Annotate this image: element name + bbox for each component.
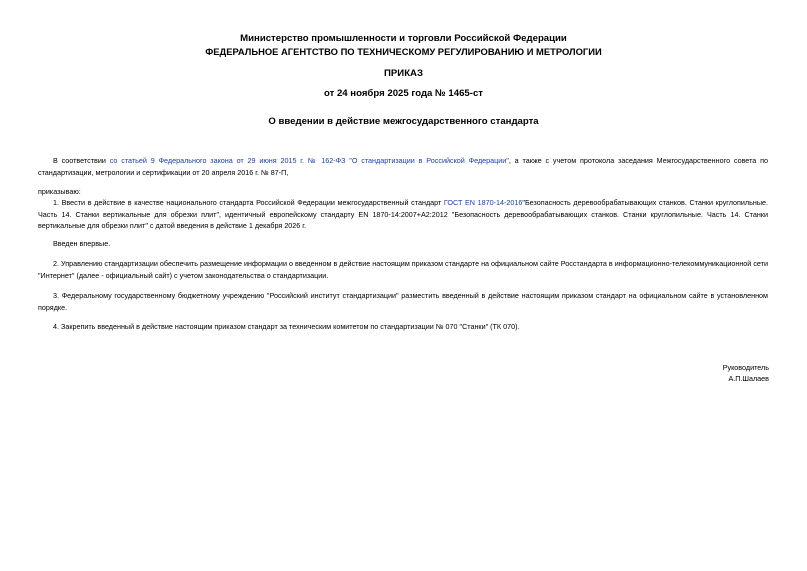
document-type: ПРИКАЗ (384, 68, 423, 79)
item-1-prefix: 1. Ввести в действие в качестве национального стандарта Российской Федерации межгосударственный стандарт (53, 198, 444, 207)
introduced-first-time: Введен впервые. (53, 239, 111, 248)
gost-standard-link[interactable]: ГОСТ EN 1870-14-2016 (443, 198, 523, 207)
item-4-paragraph: 4. Закрепить введенный в действие настоящим приказом стандарт за техническим комитетом по стандартизации № 070 "Станки" (ТК 070). (53, 322, 520, 331)
item-3-paragraph: 3. Федеральному государственному бюджетному учреждению "Российский институт стандартизации" разместить введенный в действие настоящим приказом стандарт на официальном сайте в установленном порядке. (38, 291, 768, 312)
ministry-title: Министерство промышленности и торговли Российской Федерации (240, 33, 567, 44)
item-2-paragraph: 2. Управлению стандартизации обеспечить размещение информации о введенном в действие настоящим приказом стандарте на официальном сайте Росстандарта в информационно-телекоммуникационной сети "Интернет" (далее - официальный сайт) с учетом законодательства о стандартизации. (38, 259, 768, 280)
order-word: приказываю: (38, 187, 81, 196)
law-link[interactable]: со статьей 9 Федерального закона от 29 июня 2015 г. № 162-ФЗ "О стандартизации в Российской Федерации" (109, 156, 509, 165)
agency-title: ФЕДЕРАЛЬНОЕ АГЕНТСТВО ПО ТЕХНИЧЕСКОМУ РЕГУЛИРОВАНИЮ И МЕТРОЛОГИИ (205, 46, 602, 57)
preamble-suffix: , а также с учетом протокола заседания Межгосударственного совета по стандартизации, метрологии и сертификации от 20 апреля 2016 г. № 87-П, (38, 156, 768, 177)
signature-name: А.П.Шалаев (728, 374, 769, 383)
item-1-paragraph (38, 197, 768, 232)
preamble-prefix: В соответствии (53, 156, 110, 165)
preamble-paragraph (38, 155, 768, 178)
document-subject: О введении в действие межгосударственного стандарта (268, 116, 539, 127)
document-date-number: от 24 ноября 2025 года № 1465-ст (323, 88, 483, 99)
signature-role: Руководитель (722, 363, 769, 372)
item-1-suffix: "Безопасность деревообрабатывающих станков. Станки круглопильные. Часть 14. Станки вертикальные для обрезки плит", идентичный европейскому стандарту EN 1870-14:2007+A2:2012 "Безопасность деревообрабатывающих станков. Станки круглопильные. Часть 14. Станки вертикальные для обрезки плит" с датой введения в действие 1 декабря 2026 г. (38, 198, 768, 230)
